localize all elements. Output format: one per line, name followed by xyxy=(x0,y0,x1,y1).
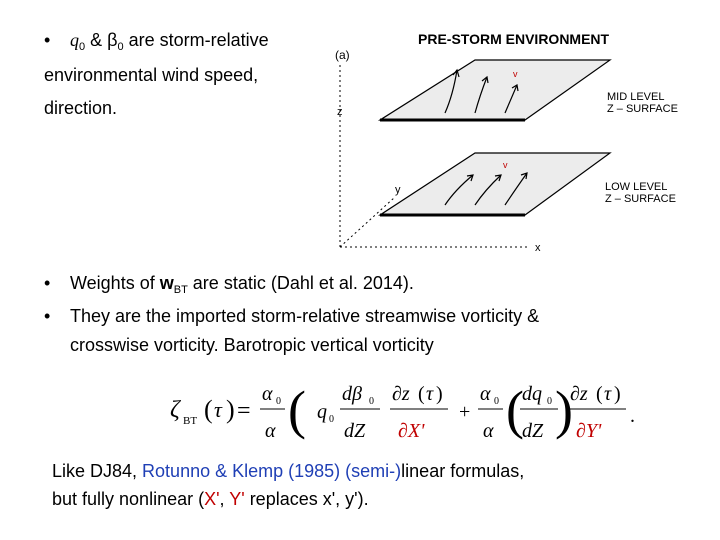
big-paren-close: ) xyxy=(555,380,573,440)
bullet-1-symbol: • xyxy=(44,30,51,50)
bullet-1-line-1 xyxy=(70,27,269,60)
paren-open-1: ( xyxy=(204,395,213,424)
bullet-1-rest: are storm-relative xyxy=(123,30,269,50)
X-prime: X' xyxy=(204,489,220,509)
big-paren-open-2: ( xyxy=(506,380,524,440)
alpha0-numerator: α xyxy=(262,383,273,405)
equation-period: . xyxy=(630,405,635,427)
dZ-1: dZ xyxy=(344,420,366,442)
beta-text: & β xyxy=(85,30,118,50)
tau-symbol: τ xyxy=(214,397,222,422)
bullet-1-line-2: environmental wind speed, xyxy=(44,65,259,85)
closing-line2-post: replaces x', y'). xyxy=(244,489,369,509)
mid-vector-label: v xyxy=(513,69,518,79)
low-level-label-1: LOW LEVEL xyxy=(605,181,668,193)
panel-label: (a) xyxy=(335,48,350,62)
dq0: dq xyxy=(522,383,542,405)
w-subscript: BT xyxy=(173,284,188,296)
y-axis xyxy=(340,197,395,247)
pre-storm-figure xyxy=(325,25,705,255)
paren-close-3: ) xyxy=(614,383,621,405)
bullet-2-post: are static (Dahl et al. 2014). xyxy=(187,273,414,293)
zeta-subscript: BT xyxy=(183,415,198,427)
axis-z-label: z xyxy=(337,106,343,118)
dY-denominator: ∂Y' xyxy=(576,420,602,442)
alpha-denominator-2: α xyxy=(483,420,494,442)
plus-sign: + xyxy=(459,401,471,423)
reference-link[interactable]: Rotunno & Klemp (1985) xyxy=(142,461,341,481)
big-paren-open: ( xyxy=(288,380,306,440)
closing-comma: , xyxy=(219,489,230,509)
dz-tau-1: ∂z xyxy=(392,383,410,405)
axis-y-label: y xyxy=(395,184,401,196)
dZ-2: dZ xyxy=(522,420,544,442)
mid-level-label-2: Z – SURFACE xyxy=(607,103,678,115)
paren-open-2: ( xyxy=(418,383,425,405)
closing-line2-pre: but fully nonlinear ( xyxy=(52,489,205,509)
q-symbol: q xyxy=(70,30,79,50)
alpha0-numerator-2: α xyxy=(480,383,491,405)
low-level-plane xyxy=(380,153,610,215)
alpha-denominator: α xyxy=(265,420,276,442)
vorticity-equation xyxy=(170,372,650,452)
semi-text: (semi-) xyxy=(340,461,402,481)
axis-x-label: x xyxy=(535,242,541,254)
bullet-2-symbol: • xyxy=(44,273,51,293)
q0-sub: 0 xyxy=(329,414,334,425)
dq0-sub: 0 xyxy=(547,396,552,407)
bullet-3-line-1: They are the imported storm-relative streamwise vorticity & xyxy=(70,306,540,326)
closing-pre: Like DJ84, xyxy=(52,461,143,481)
beta-subscript: 0 xyxy=(117,41,124,53)
closing-mid: linear formulas, xyxy=(401,461,525,481)
alpha0-sub-2: 0 xyxy=(494,396,499,407)
zeta-symbol: ζ xyxy=(170,397,180,423)
dX-denominator: ∂X' xyxy=(398,420,425,442)
bullet-3-line-2: crosswise vorticity. Barotropic vertical vorticity xyxy=(70,335,434,355)
paren-open-3: ( xyxy=(596,383,603,405)
alpha0-sub: 0 xyxy=(276,396,281,407)
mid-level-plane xyxy=(380,60,610,120)
dz-tau-2: ∂z xyxy=(570,383,588,405)
closing-line-1 xyxy=(52,458,524,484)
bullet-2-text xyxy=(70,270,414,303)
figure-title: PRE-STORM ENVIRONMENT xyxy=(418,31,610,47)
q-subscript: 0 xyxy=(79,41,86,53)
equals-sign: = xyxy=(237,398,251,424)
Y-prime: Y' xyxy=(229,489,245,509)
bullet-3-symbol: • xyxy=(44,306,51,326)
paren-close-2: ) xyxy=(436,383,443,405)
low-vector-label: v xyxy=(503,160,508,170)
tau-2: τ xyxy=(426,383,434,405)
closing-line-2 xyxy=(52,486,369,512)
low-level-label-2: Z – SURFACE xyxy=(605,193,676,205)
paren-close-1: ) xyxy=(226,395,235,424)
bullet-2-pre: Weights of xyxy=(70,273,160,293)
mid-level-label-1: MID LEVEL xyxy=(607,91,665,103)
dbeta0: dβ xyxy=(342,383,362,405)
w-symbol: w xyxy=(159,273,174,293)
q0-symbol: q xyxy=(317,401,327,423)
tau-3: τ xyxy=(604,383,612,405)
dbeta0-sub: 0 xyxy=(369,396,374,407)
bullet-1-line-3: direction. xyxy=(44,98,118,118)
